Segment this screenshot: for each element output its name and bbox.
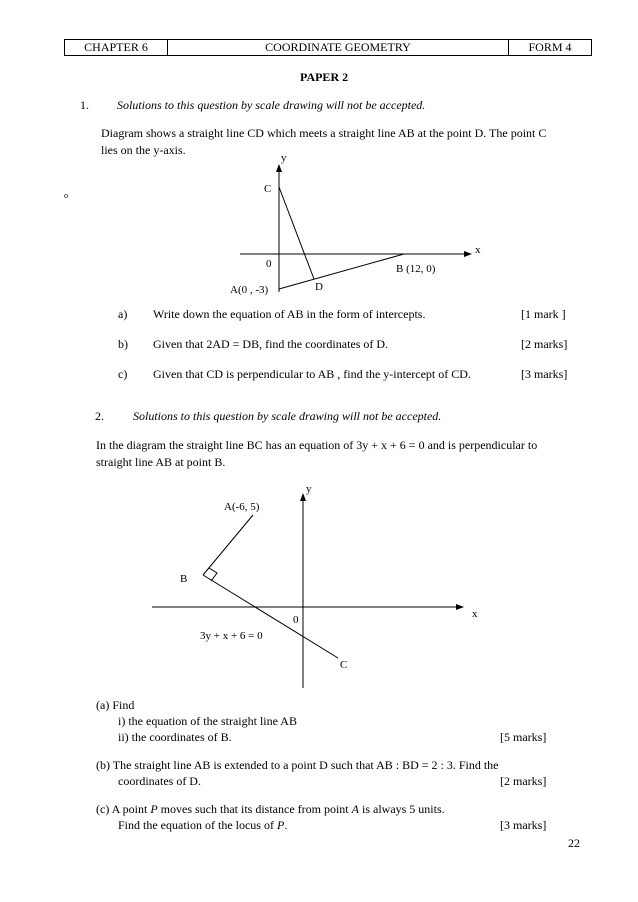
line-bc bbox=[203, 575, 338, 658]
point-d-label: D bbox=[315, 281, 323, 293]
paper-title: PAPER 2 bbox=[300, 70, 349, 84]
q2-number: 2. bbox=[95, 409, 104, 423]
point-b-label: B (12, 0) bbox=[396, 263, 436, 275]
q2-instruction: Solutions to this question by scale drawing will not be accepted. bbox=[133, 409, 442, 423]
q1-y-label: y bbox=[281, 152, 287, 164]
q2-x-arrowhead bbox=[456, 604, 464, 610]
q2b-marks: [2 marks] bbox=[500, 774, 547, 788]
q2b-line1: (b) The straight line AB is extended to a point D such that AB : BD = 2 : 3. Find the bbox=[96, 758, 499, 772]
q2c-line2-point-p: P bbox=[276, 818, 285, 832]
point-a-q2-label: A(-6, 5) bbox=[224, 501, 260, 513]
q2-intro-line2: straight line AB at point B. bbox=[96, 455, 226, 469]
q2a-marks: [5 marks] bbox=[500, 730, 547, 744]
q2c-mid: moves such that its distance from point bbox=[157, 802, 352, 816]
line-bc-equation: 3y + x + 6 = 0 bbox=[200, 630, 263, 642]
q2c-point-a: A bbox=[351, 802, 359, 816]
line-ab-q2 bbox=[203, 515, 253, 575]
q1a-label: a) bbox=[118, 307, 128, 321]
q2-intro-line1: In the diagram the straight line BC has an equation of 3y + x + 6 = 0 and is perpendicular to bbox=[96, 438, 538, 452]
point-c-q2-label: C bbox=[340, 659, 348, 671]
q2a-line2: i) the equation of the straight line AB bbox=[118, 714, 297, 728]
q1-x-label: x bbox=[475, 244, 481, 256]
q1c-text: Given that CD is perpendicular to AB , find the y-intercept of CD. bbox=[153, 367, 471, 381]
q2c-point-p: P bbox=[150, 802, 158, 816]
q1-intro-line1: Diagram shows a straight line CD which meets a straight line AB at the point D. The point C bbox=[101, 126, 547, 140]
topic-label: COORDINATE GEOMETRY bbox=[168, 40, 509, 55]
q1b-text: Given that 2AD = DB, find the coordinates of D. bbox=[153, 337, 389, 351]
q2a-line1: (a) Find bbox=[96, 698, 135, 712]
q2a-line3: ii) the coordinates of B. bbox=[118, 730, 232, 744]
point-c-label: C bbox=[264, 183, 272, 195]
q1c-marks: [3 marks] bbox=[521, 367, 568, 381]
page-number: 22 bbox=[568, 836, 580, 850]
q1-intro-line2: lies on the y-axis. bbox=[101, 143, 186, 157]
q2c-line2-prefix: Find the equation of the locus of bbox=[118, 818, 277, 832]
q2-y-label: y bbox=[306, 483, 312, 495]
q1-origin-label: 0 bbox=[266, 258, 272, 270]
q1-instruction: Solutions to this question by scale drawing will not be accepted. bbox=[117, 98, 426, 112]
q2c-line2-end: . bbox=[284, 818, 288, 832]
q2-origin-label: 0 bbox=[293, 614, 299, 626]
q2c-prefix: (c) A point bbox=[96, 802, 151, 816]
chapter-label: CHAPTER 6 bbox=[65, 40, 168, 55]
q1a-text: Write down the equation of AB in the form of intercepts. bbox=[153, 307, 426, 321]
q1b-label: b) bbox=[118, 337, 128, 351]
q2b-line2: coordinates of D. bbox=[118, 774, 201, 788]
q2-x-label: x bbox=[472, 608, 478, 620]
q1a-marks: [1 mark ] bbox=[521, 307, 566, 321]
q1c-label: c) bbox=[118, 367, 128, 381]
q2c-line2 bbox=[118, 818, 287, 833]
point-b-q2-label: B bbox=[180, 573, 188, 585]
q2c-marks: [3 marks] bbox=[500, 818, 547, 832]
q1-number: 1. bbox=[80, 98, 89, 112]
q2c-end: is always 5 units. bbox=[358, 802, 445, 816]
q2c-line1 bbox=[96, 802, 445, 817]
stray-mark: o bbox=[64, 191, 68, 200]
point-a-label: A(0 , -3) bbox=[230, 284, 269, 296]
q1b-marks: [2 marks] bbox=[521, 337, 568, 351]
form-label: FORM 4 bbox=[528, 40, 572, 54]
